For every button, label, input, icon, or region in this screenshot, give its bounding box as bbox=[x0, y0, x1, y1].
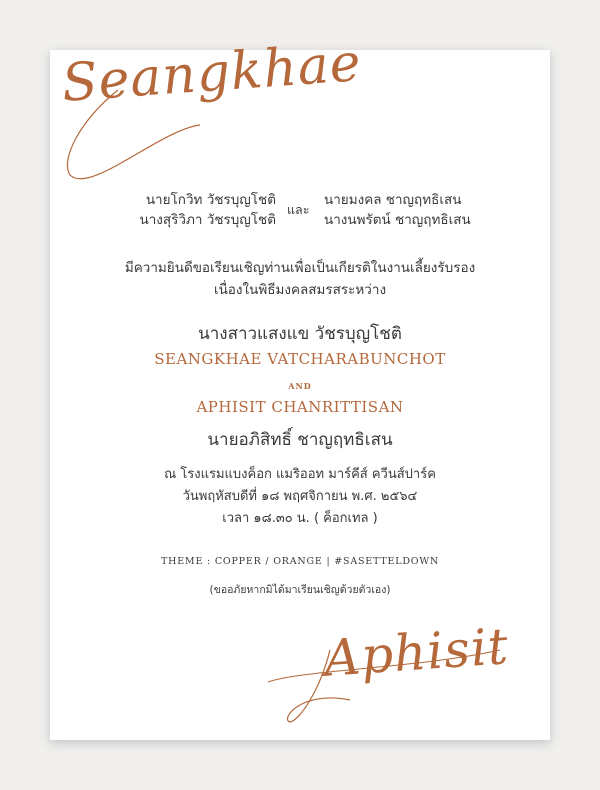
venue-date: วันพฤหัสบดีที่ ๑๘ พฤศจิกายน พ.ศ. ๒๕๖๔ bbox=[182, 489, 418, 504]
groom-name-thai: นายอภิสิทธิ์ ชาญฤทธิเสน bbox=[207, 430, 393, 450]
and-label: AND bbox=[288, 381, 312, 391]
bride-name-thai: นางสาวแสงแข วัชรบุญโชติ bbox=[198, 324, 402, 344]
apology-note: (ขออภัยหากมิได้มาเรียนเชิญด้วยตัวเอง) bbox=[209, 584, 391, 596]
venue-time: เวลา ๑๘.๓๐ น. ( ค็อกเทล ) bbox=[222, 511, 378, 526]
bride-mother: นางสุริวิภา วัชรบุญโชติ bbox=[139, 212, 276, 228]
groom-mother: นางนพรัตน์ ชาญฤทธิเสน bbox=[324, 212, 471, 228]
groom-father: นายมงคล ชาญฤทธิเสน bbox=[324, 192, 462, 208]
bride-name-english: SEANGKHAE VATCHARABUNCHOT bbox=[154, 350, 446, 368]
groom-name-english: APHISIT CHANRITTISAN bbox=[196, 398, 404, 416]
parents-and: และ bbox=[287, 202, 310, 217]
groom-monogram: Aphisit bbox=[322, 617, 511, 688]
bride-parents bbox=[140, 190, 277, 230]
invitation-line-1: มีความยินดีขอเรียนเชิญท่านเพื่อเป็นเกียรติในงานเลี้ยงรับรอง bbox=[124, 260, 476, 276]
bride-monogram: Seangkhae bbox=[60, 33, 364, 114]
invitation-text bbox=[0, 257, 600, 301]
bride-father: นายโกวิท วัชรบุญโชติ bbox=[145, 192, 276, 208]
invitation-line-2: เนื่องในพิธีมงคลสมรสระหว่าง bbox=[213, 282, 387, 298]
venue-details bbox=[0, 464, 600, 530]
theme-line: THEME : COPPER / ORANGE | #SASETTELDOWN bbox=[160, 556, 440, 567]
groom-parents bbox=[324, 190, 471, 230]
venue-location: ณ โรงแรมแบงค็อก แมริออท มาร์คีส์ ควีนส์ปาร์ค bbox=[164, 467, 436, 482]
